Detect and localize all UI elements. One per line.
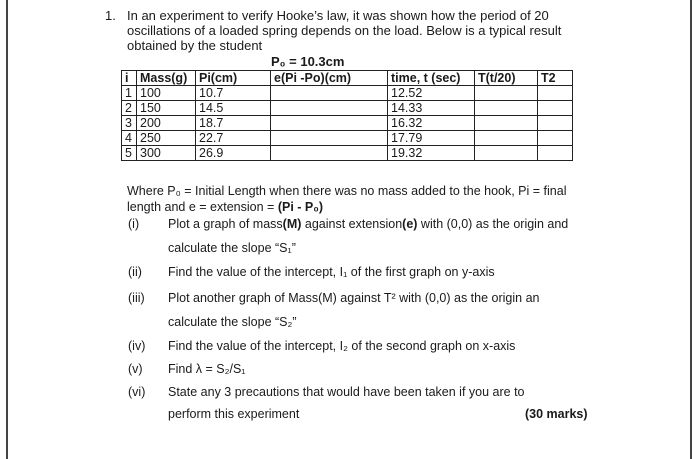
cell-time: 12.52 (388, 86, 475, 101)
item-iii-text: Plot another graph of Mass(M) against T² with (0,0) as the origin an (168, 291, 540, 305)
item-i-text (168, 217, 568, 231)
cell-mass: 150 (137, 101, 196, 116)
cell-i: 3 (122, 116, 137, 131)
table-row (122, 116, 573, 131)
cell-period-squared (538, 146, 573, 161)
item-iii-line-2: calculate the slope “S₂” (168, 315, 297, 329)
initial-length-label: P₀ = 10.3cm (271, 54, 345, 69)
page-right-border (690, 0, 692, 459)
item-vi-line-2: perform this experiment (168, 407, 300, 421)
header-pi: Pi(cm) (196, 71, 271, 86)
item-v-text: Find λ = S₂/S₁ (168, 362, 246, 376)
cell-period (475, 131, 538, 146)
cell-mass: 100 (137, 86, 196, 101)
cell-extension (271, 116, 388, 131)
cell-period-squared (538, 86, 573, 101)
cell-period (475, 86, 538, 101)
cell-period (475, 146, 538, 161)
header-extension: e(Pi -Po)(cm) (271, 71, 388, 86)
item-vi-text: State any 3 precautions that would have been taken if you are to (168, 385, 525, 399)
results-table (121, 70, 573, 161)
cell-pi: 26.9 (196, 146, 271, 161)
cell-period-squared (538, 131, 573, 146)
cell-i: 4 (122, 131, 137, 146)
table-row (122, 101, 573, 116)
intro-line-3: obtained by the student (127, 38, 263, 53)
item-ii-numeral: (ii) (128, 265, 142, 279)
table-row (122, 86, 573, 101)
header-period: T(t/20) (475, 71, 538, 86)
cell-time: 19.32 (388, 146, 475, 161)
cell-extension (271, 101, 388, 116)
cell-time: 17.79 (388, 131, 475, 146)
cell-pi: 22.7 (196, 131, 271, 146)
intro-line-2: oscillations of a loaded spring depends on the load. Below is a typical result (127, 23, 562, 38)
cell-i: 5 (122, 146, 137, 161)
cell-extension (271, 146, 388, 161)
cell-pi: 10.7 (196, 86, 271, 101)
item-iii-numeral: (iii) (128, 291, 145, 305)
header-time: time, t (sec) (388, 71, 475, 86)
table-row (122, 131, 573, 146)
item-ii-text: Find the value of the intercept, I₁ of the first graph on y-axis (168, 265, 495, 279)
header-i: i (122, 71, 137, 86)
item-vi-numeral: (vi) (128, 385, 146, 399)
item-i-numeral: (i) (128, 217, 140, 231)
cell-period (475, 101, 538, 116)
cell-time: 16.32 (388, 116, 475, 131)
cell-pi: 14.5 (196, 101, 271, 116)
table-header-row (122, 71, 573, 86)
question-number: 1. (105, 8, 116, 23)
notes-extension-formula: (Pi - P₀) (277, 200, 324, 214)
cell-period-squared (538, 101, 573, 116)
cell-i: 2 (122, 101, 137, 116)
cell-period (475, 116, 538, 131)
cell-mass: 200 (137, 116, 196, 131)
intro-line-1: In an experiment to verify Hooke’s law, it was shown how the period of 20 (127, 8, 549, 23)
item-iv-text: Find the value of the intercept, I₂ of the second graph on x-axis (168, 339, 516, 353)
cell-mass: 250 (137, 131, 196, 146)
marks-label: (30 marks) (525, 407, 588, 421)
item-i-part-b: against extension (301, 217, 403, 231)
table-row (122, 146, 573, 161)
notes-line-1: Where P₀ = Initial Length when there was no mass added to the hook, Pi = final (127, 184, 567, 198)
notes-line-2-text: length and e = extension = (127, 200, 278, 214)
item-i-part-c: with (0,0) as the origin and (417, 217, 569, 231)
item-i-bold-a: (M) (282, 217, 302, 231)
item-iv-numeral: (iv) (128, 339, 146, 353)
cell-pi: 18.7 (196, 116, 271, 131)
page-left-border (6, 0, 8, 459)
item-i-line-2: calculate the slope “S₁” (168, 241, 296, 255)
item-i-bold-b: (e) (402, 217, 418, 231)
cell-period-squared (538, 116, 573, 131)
cell-mass: 300 (137, 146, 196, 161)
cell-extension (271, 86, 388, 101)
header-mass: Mass(g) (137, 71, 196, 86)
header-period-squared: T2 (538, 71, 573, 86)
item-i-part-a: Plot a graph of mass (168, 217, 283, 231)
item-v-numeral: (v) (128, 362, 143, 376)
cell-extension (271, 131, 388, 146)
cell-i: 1 (122, 86, 137, 101)
cell-time: 14.33 (388, 101, 475, 116)
notes-line-2 (127, 200, 323, 214)
